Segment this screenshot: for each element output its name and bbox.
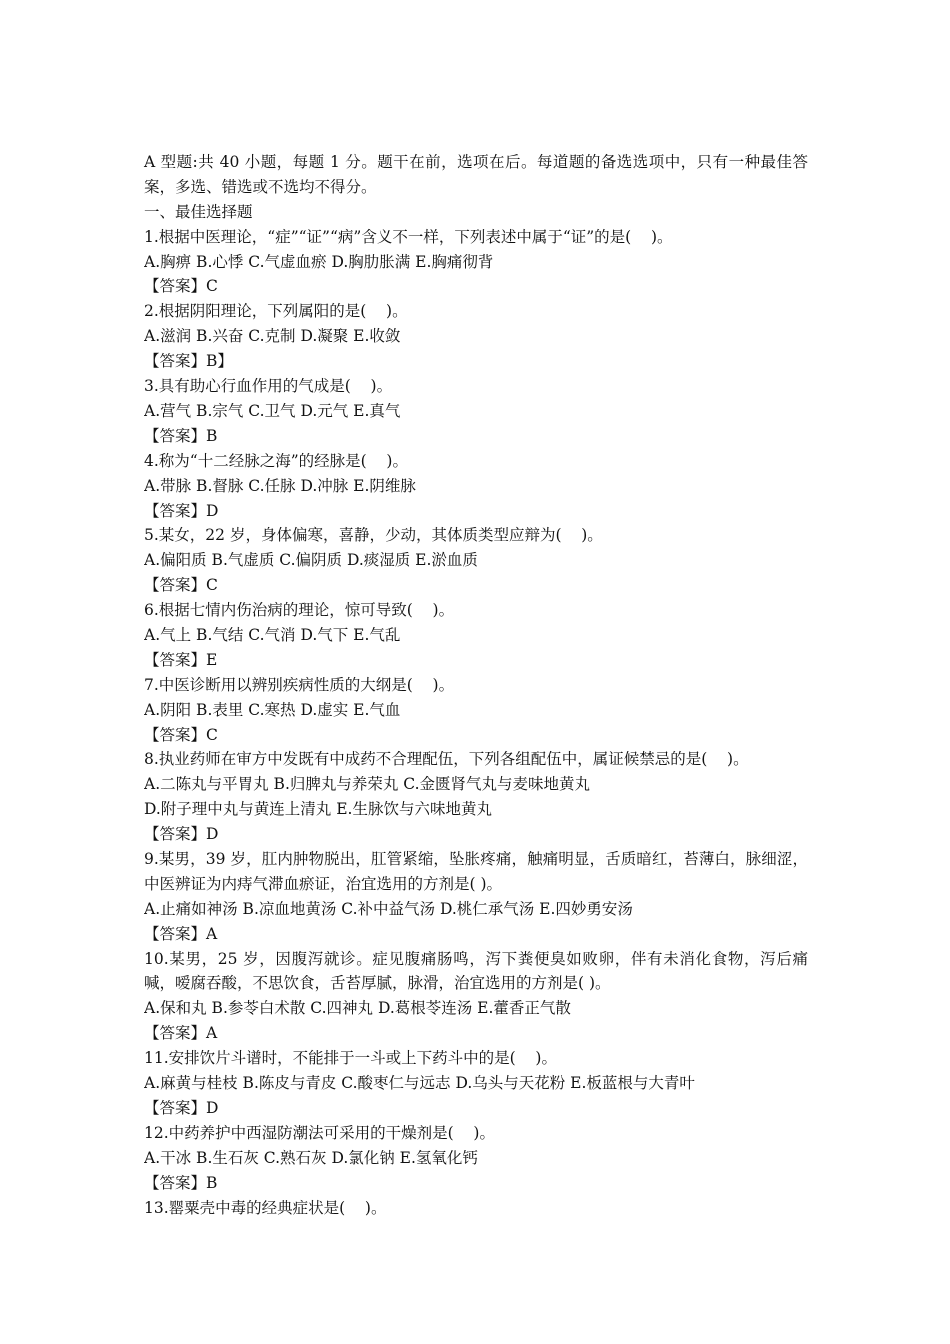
question-options: A.带脉 B.督脉 C.任脉 D.冲脉 E.阴维脉 [144, 476, 416, 495]
question-stem: 4.称为“十二经脉之海”的经脉是( )。 [144, 451, 408, 470]
document-body [144, 150, 808, 1220]
question-block [144, 299, 808, 374]
question-answer: 【答案】B】 [144, 352, 233, 371]
question-answer: 【答案】C [144, 576, 218, 595]
question-options: A.干冰 B.生石灰 C.熟石灰 D.氯化钠 E.氢氧化钙 [144, 1148, 478, 1167]
question-answer: 【答案】C [144, 277, 218, 296]
question-block [144, 947, 808, 1047]
question-options: A.胸痹 B.心悸 C.气虚血瘀 D.胸肋胀满 E.胸痛彻背 [144, 252, 494, 271]
question-block [144, 523, 808, 598]
intro-paragraph: A 型题:共 40 小题，每题 1 分。题干在前，选项在后。每道题的备选选项中，只有一种最佳答案，多选、错选或不选均不得分。 [144, 153, 808, 196]
question-block [144, 847, 808, 947]
question-stem: 5.某女，22 岁，身体偏寒，喜静，少动，其体质类型应辩为( )。 [144, 526, 603, 545]
section-heading: 一、最佳选择题 [144, 202, 253, 221]
question-block [144, 374, 808, 449]
question-options: A.气上 B.气结 C.气消 D.气下 E.气乱 [144, 625, 401, 644]
question-options: D.附子理中丸与黄连上清丸 E.生脉饮与六味地黄丸 [144, 800, 492, 819]
question-stem: 3.具有助心行血作用的气成是( )。 [144, 377, 393, 396]
question-answer: 【答案】C [144, 725, 218, 744]
question-answer: 【答案】B [144, 426, 218, 445]
question-options: A.滋润 B.兴奋 C.克制 D.凝聚 E.收敛 [144, 327, 401, 346]
question-answer: 【答案】D [144, 501, 219, 520]
question-block [144, 1046, 808, 1121]
question-options: A.营气 B.宗气 C.卫气 D.元气 E.真气 [144, 401, 401, 420]
question-stem: 1.根据中医理论，“症”“证”“病”含义不一样，下列表述中属于“证”的是( )。 [144, 227, 673, 246]
question-stem: 9.某男，39 岁，肛内肿物脱出，肛管紧缩，坠胀疼痛，触痛明显，舌质暗红，苔薄白，脉细涩，中医辨证为内痔气滞血瘀证，治宜选用的方剂是( )。 [144, 849, 808, 893]
question-block [144, 747, 808, 847]
question-stem: 13.罂粟壳中毒的经典症状是( )。 [144, 1198, 387, 1217]
question-stem: 7.中医诊断用以辨别疾病性质的大纲是( )。 [144, 675, 455, 694]
question-options: A.止痛如神汤 B.凉血地黄汤 C.补中益气汤 D.桃仁承气汤 E.四妙勇安汤 [144, 899, 633, 918]
question-stem: 12.中药养护中西湿防潮法可采用的干燥剂是( )。 [144, 1123, 495, 1142]
question-stem: 6.根据七情内伤治病的理论，惊可导致( )。 [144, 601, 455, 620]
question-block [144, 1121, 808, 1196]
question-answer: 【答案】E [144, 650, 218, 669]
question-answer: 【答案】A [144, 924, 218, 943]
question-block [144, 225, 808, 300]
question-stem: 11.安排饮片斗谱时，不能排于一斗或上下药斗中的是( )。 [144, 1049, 557, 1068]
question-stem: 10.某男，25 岁，因腹泻就诊。症见腹痛肠鸣，泻下粪便臭如败卵，伴有未消化食物，泻后痛喊，嗳腐吞酸，不思饮食，舌苔厚腻，脉滑，治宜选用的方剂是( )。 [144, 949, 808, 993]
question-options: A.阴阳 B.表里 C.寒热 D.虚实 E.气血 [144, 700, 401, 719]
question-answer: 【答案】B [144, 1173, 218, 1192]
question-answer: 【答案】D [144, 1098, 219, 1117]
question-options: A.保和丸 B.参苓白术散 C.四神丸 D.葛根苓连汤 E.藿香正气散 [144, 999, 571, 1018]
question-block [144, 598, 808, 673]
question-stem: 8.执业药师在审方中发既有中成药不合理配伍，下列各组配伍中，属证候禁忌的是( )。 [144, 750, 749, 769]
question-block [144, 673, 808, 748]
question-block [144, 1196, 808, 1221]
question-options: A.二陈丸与平胃丸 B.归脾丸与养荣丸 C.金匮肾气丸与麦味地黄丸 [144, 775, 591, 794]
question-list [144, 225, 808, 1221]
question-answer: 【答案】A [144, 1024, 218, 1043]
question-stem: 2.根据阴阳理论，下列属阳的是( )。 [144, 302, 408, 321]
question-options: A.麻黄与桂枝 B.陈皮与青皮 C.酸枣仁与远志 D.乌头与天花粉 E.板蓝根与大青叶 [144, 1074, 695, 1093]
question-answer: 【答案】D [144, 825, 219, 844]
question-block [144, 449, 808, 524]
question-options: A.偏阳质 B.气虚质 C.偏阴质 D.痰湿质 E.淤血质 [144, 551, 478, 570]
